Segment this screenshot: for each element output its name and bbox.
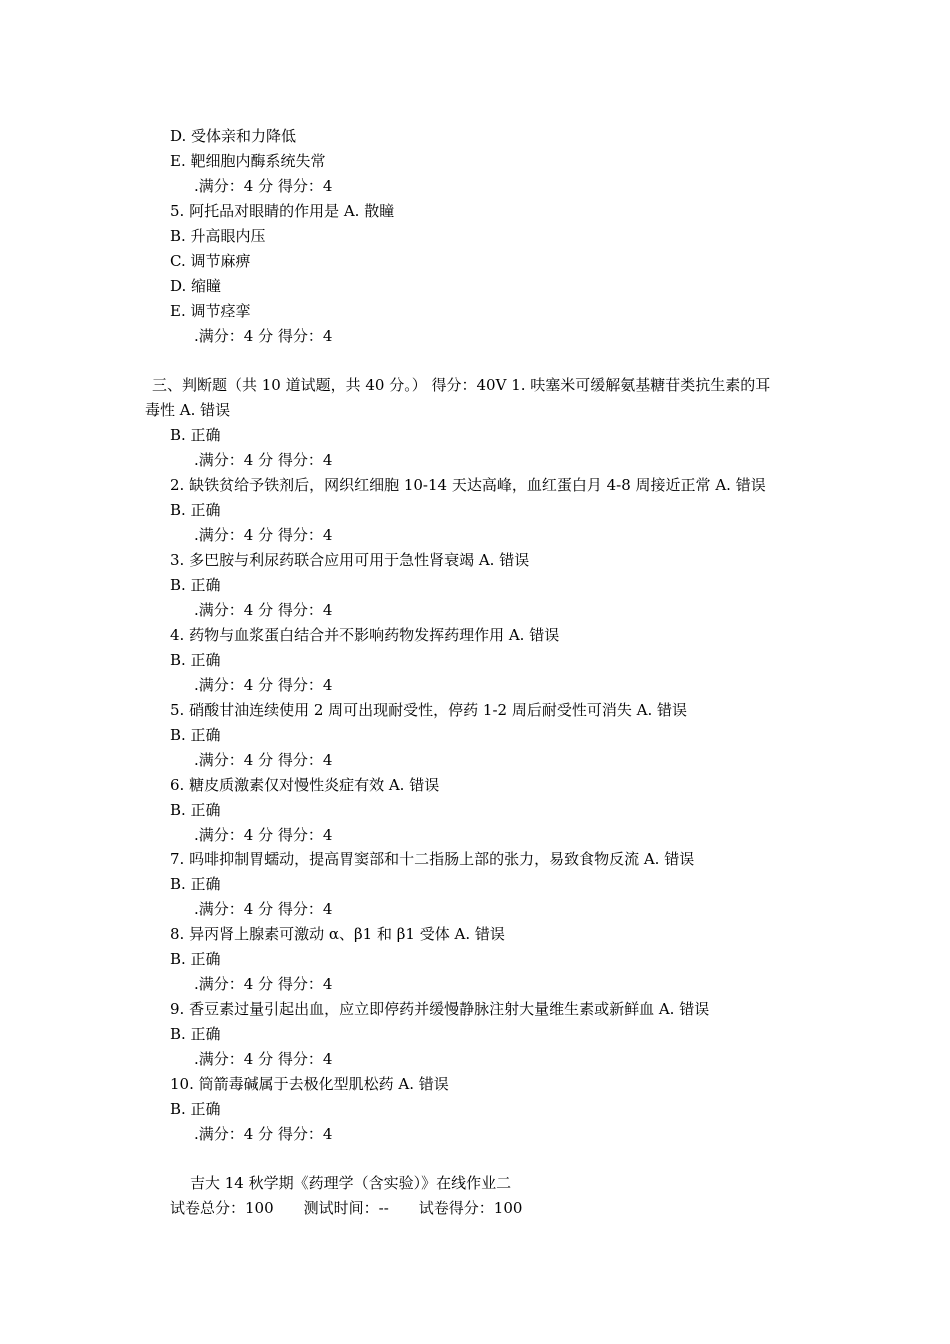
question-5: 5. 阿托品对眼睛的作用是 A. 散瞳 xyxy=(170,202,395,220)
exam-meta xyxy=(170,1198,522,1218)
question-8: 8. 异丙肾上腺素可激动 α、β1 和 β1 受体 A. 错误 xyxy=(170,925,505,943)
score-line: .满分：4 分 得分：4 xyxy=(194,1125,333,1143)
score-line: .满分：4 分 得分：4 xyxy=(194,327,333,345)
option-e: E. 调节痉挛 xyxy=(170,302,251,320)
score-line: .满分：4 分 得分：4 xyxy=(194,751,333,769)
option-b: B. 正确 xyxy=(170,875,221,893)
option-b: B. 正确 xyxy=(170,651,221,669)
option-c: C. 调节麻痹 xyxy=(170,252,251,270)
question-9: 9. 香豆素过量引起出血，应立即停药并缓慢静脉注射大量维生素或新鲜血 A. 错误 xyxy=(170,1000,710,1018)
exam-total: 试卷总分：100 xyxy=(170,1199,274,1217)
exam-time: 测试时间：-- xyxy=(303,1199,389,1217)
option-b: B. 正确 xyxy=(170,1100,221,1118)
score-line: .满分：4 分 得分：4 xyxy=(194,451,333,469)
question-3: 3. 多巴胺与利尿药联合应用可用于急性肾衰竭 A. 错误 xyxy=(170,551,530,569)
option-b: B. 升高眼内压 xyxy=(170,227,266,245)
score-line: .满分：4 分 得分：4 xyxy=(194,676,333,694)
question-6: 6. 糖皮质激素仅对慢性炎症有效 A. 错误 xyxy=(170,776,440,794)
question-7: 7. 吗啡抑制胃蠕动，提高胃窦部和十二指肠上部的张力，易致食物反流 A. 错误 xyxy=(170,850,695,868)
question-5: 5. 硝酸甘油连续使用 2 周可出现耐受性，停药 1-2 周后耐受性可消失 A. 错误 xyxy=(170,701,687,719)
option-d: D. 受体亲和力降低 xyxy=(170,127,297,145)
option-b: B. 正确 xyxy=(170,1025,221,1043)
score-line: .满分：4 分 得分：4 xyxy=(194,1050,333,1068)
score-line: .满分：4 分 得分：4 xyxy=(194,975,333,993)
option-b: B. 正确 xyxy=(170,426,221,444)
option-d: D. 缩瞳 xyxy=(170,277,222,295)
option-b: B. 正确 xyxy=(170,726,221,744)
score-line: .满分：4 分 得分：4 xyxy=(194,900,333,918)
question-4: 4. 药物与血浆蛋白结合并不影响药物发挥药理作用 A. 错误 xyxy=(170,626,560,644)
option-b: B. 正确 xyxy=(170,576,221,594)
question-2: 2. 缺铁贫给予铁剂后，网织红细胞 10-14 天达高峰，血红蛋白月 4-8 周接近正常 A. 错误 xyxy=(170,476,766,494)
exam-title: 吉大 14 秋学期《药理学（含实验）》在线作业二 xyxy=(190,1174,512,1192)
exam-got: 试卷得分：100 xyxy=(418,1199,523,1217)
option-b: B. 正确 xyxy=(170,950,221,968)
score-line: .满分：4 分 得分：4 xyxy=(194,826,333,844)
option-b: B. 正确 xyxy=(170,501,221,519)
option-e: E. 靶细胞内酶系统失常 xyxy=(170,152,326,170)
option-b: B. 正确 xyxy=(170,801,221,819)
score-line: .满分：4 分 得分：4 xyxy=(194,526,333,544)
section-heading-cont: 毒性 A. 错误 xyxy=(145,401,231,419)
score-line: .满分：4 分 得分：4 xyxy=(194,601,333,619)
section-heading: 三、判断题（共 10 道试题，共 40 分。） 得分：40V 1. 呋塞米可缓解氨基糖苷类抗生素的耳 xyxy=(152,376,771,394)
question-10: 10. 筒箭毒碱属于去极化型肌松药 A. 错误 xyxy=(170,1075,449,1093)
score-line: .满分：4 分 得分：4 xyxy=(194,177,333,195)
